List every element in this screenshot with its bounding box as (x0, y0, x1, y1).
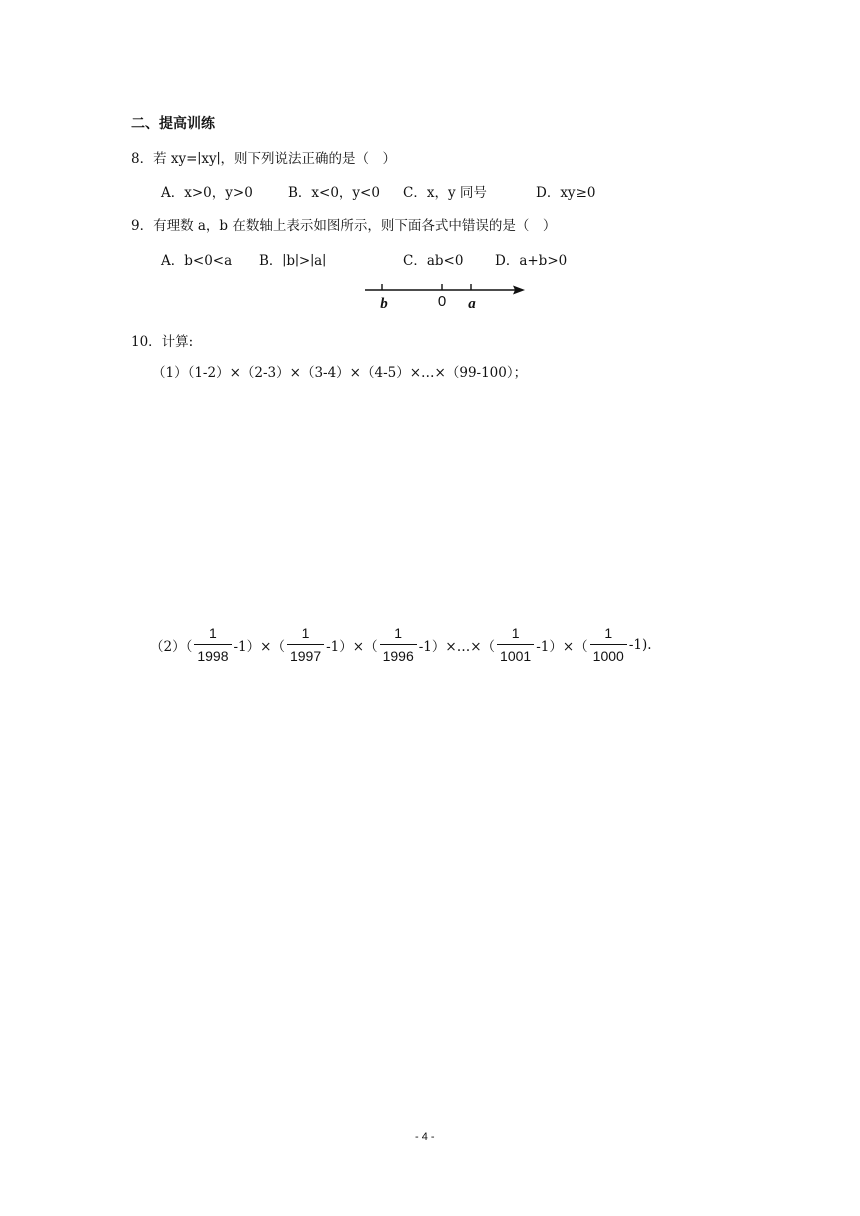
fraction-1997 (287, 625, 324, 664)
question-9-stem: 9．有理数 a，b 在数轴上表示如图所示，则下面各式中错误的是（ ） (131, 218, 557, 234)
fraction-denominator: 1997 (289, 648, 322, 664)
question-8-option-b: B．x<0，y<0 (288, 185, 380, 201)
fraction-denominator: 1001 (500, 648, 532, 664)
fraction-denominator: 1000 (592, 648, 624, 664)
question-10-part-2 (150, 625, 652, 664)
label-zero: 0 (437, 293, 447, 310)
fraction-connector: -1). (628, 636, 652, 653)
label-b: b (380, 296, 388, 312)
fraction-1998 (194, 625, 231, 664)
section-title: 二、提高训练 (131, 116, 215, 132)
fraction-numerator: 1 (380, 625, 417, 645)
fraction-connector: -1）×…×（ (418, 638, 496, 655)
question-10-stem: 10．计算: (131, 334, 194, 350)
fraction-connector: -1）×（ (233, 638, 285, 655)
question-9-option-a: A．b<0<a (161, 253, 233, 269)
page-number: - 4 - (415, 1131, 435, 1143)
fraction-denominator: 1996 (382, 648, 414, 664)
question-8-option-d: D．xy≥0 (536, 185, 596, 201)
question-8-stem: 8．若 xy=∣xy∣，则下列说法正确的是（ ） (131, 151, 397, 167)
fraction-numerator: 1 (194, 625, 231, 645)
fraction-1000 (590, 625, 627, 664)
fraction-1001 (497, 625, 534, 664)
question-8-option-c: C．x，y 同号 (403, 185, 487, 201)
part-2-prefix: （2）（ (150, 638, 193, 655)
fraction-numerator: 1 (497, 625, 534, 645)
fraction-1996 (380, 625, 417, 664)
number-line-figure (360, 278, 530, 314)
fraction-connector: -1）×（ (326, 638, 378, 655)
question-9-option-d: D．a+b>0 (495, 253, 568, 269)
question-9-option-c: C．ab<0 (403, 253, 464, 269)
fraction-numerator: 1 (590, 625, 627, 645)
fraction-denominator: 1998 (197, 648, 229, 664)
fraction-numerator: 1 (287, 625, 324, 645)
question-9-option-b: B．∣b∣>∣a∣ (259, 253, 327, 269)
question-8-option-a: A．x>0，y>0 (161, 185, 253, 201)
fraction-connector: -1）×（ (536, 638, 588, 655)
question-10-part-1: （1）（1-2）×（2-3）×（3-4）×（4-5）×…×（99-100）； (152, 365, 528, 381)
label-a: a (468, 296, 476, 312)
